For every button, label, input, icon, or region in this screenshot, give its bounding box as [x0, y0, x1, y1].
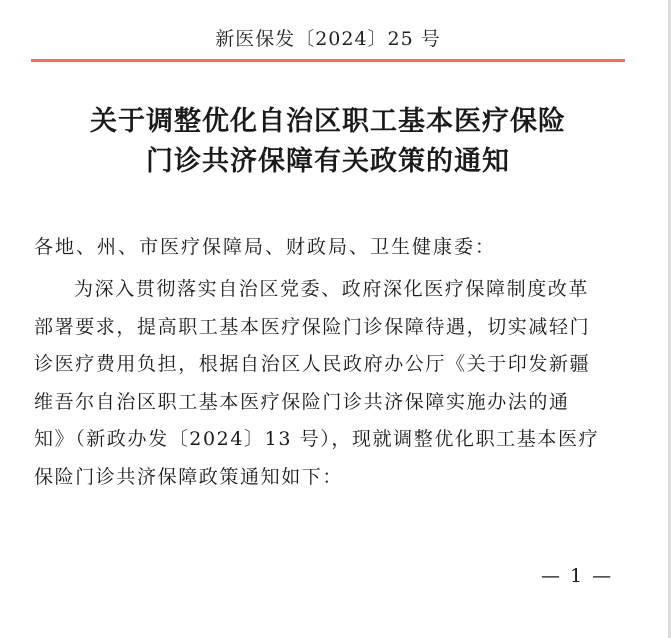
body-line: 诊医疗费用负担，根据自治区人民政府办公厅《关于印发新疆: [34, 353, 591, 375]
red-separator-line: [31, 59, 625, 62]
body-line: 部署要求，提高职工基本医疗保险门诊保障待遇，切实减轻门: [34, 315, 591, 338]
body-paragraph: [34, 271, 634, 496]
body-line: 知》（新政办发〔2024〕13 号），现就调整优化职工基本医疗: [34, 428, 600, 450]
body-line: 保险门诊共济保障政策通知如下：: [34, 465, 344, 488]
document-title: [0, 102, 656, 182]
document-number: 新医保发〔2024〕25 号: [215, 28, 441, 50]
title-line-2: 门诊共济保障有关政策的通知: [146, 146, 510, 177]
body-line: 维吾尔自治区职工基本医疗保险门诊共济保障实施办法的通: [34, 390, 570, 413]
body-line: 为深入贯彻落实自治区党委、政府深化医疗保障制度改革: [74, 278, 590, 300]
page-number: — 1 —: [541, 565, 614, 587]
title-line-1: 关于调整优化自治区职工基本医疗保险: [90, 106, 566, 137]
salutation: 各地、州、市医疗保障局、财政局、卫生健康委：: [34, 236, 497, 258]
